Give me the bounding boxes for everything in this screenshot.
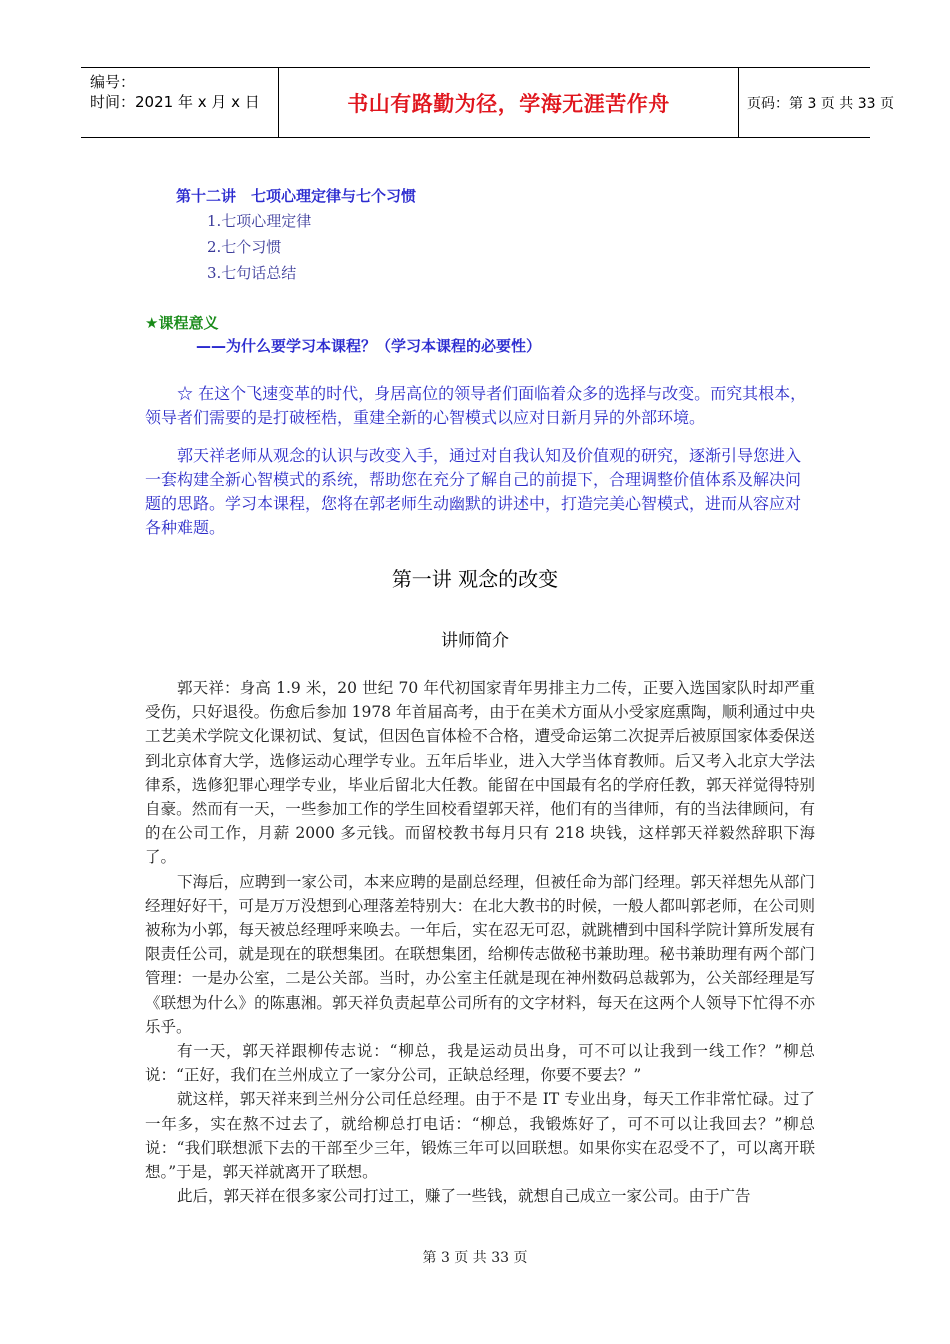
body-paragraph: 郭天祥：身高 1.9 米，20 世纪 70 年代初国家青年男排主力二传，正要入选国家队时却严重受伤，只好退役。伤愈后参加 1978 年首届高考，由于在美术方面从小受家庭熏陶，顺利通过中央工艺美术学院文化课初试、复试，但因色盲体检不合格，遭受命运第二次捉弄后被原国家体委保送到北京体育大学，选修运动心理学专业。五年后毕业，进入大学当体育教师。后又考入北京大学法律系，选修犯罪心理学专业，毕业后留北大任教。能留在中国最有名的学府任教，郭天祥觉得特别自豪。然而有一天，一些参加工作的学生回校看望郭天祥，他们有的当律师，有的当法律顾问，有的在公司工作，月薪 2000 多元钱。而留校教书每月只有 218 块钱，这样郭天祥毅然辞职下海了。 [145,679,815,867]
toc-item: 2.七个习惯 [207,238,282,256]
body-paragraph: 就这样，郭天祥来到兰州分公司任总经理。由于不是 IT 专业出身，每天工作非常忙碌。过了一年多，实在熬不过去了，就给柳总打电话：“柳总，我锻炼好了，可不可以让我回去？”柳总说：“我们联想派下去的干部至少三年，锻炼三年可以回联想。如果你实在忍受不了，可以离开联想。”于是，郭天祥就离开了联想。 [145,1090,815,1182]
lecture-subtitle: 讲师简介 [441,631,509,651]
body-paragraph: 下海后，应聘到一家公司，本来应聘的是副总经理，但被任命为部门经理。郭天祥想先从部门经理好好干，可是万万没想到心理落差特别大：在北大教书的时候，一般人都叫郭老师，在公司则被称为小郭，每天被总经理呼来唤去。一年后，实在忍无可忍，就跳槽到中国科学院计算所发展有限责任公司，就是现在的联想集团。在联想集团，给柳传志做秘书兼助理。秘书兼助理有两个部门管理：一是办公室，二是公关部。当时，办公室主任就是现在神州数码总裁郭为，公关部经理是写《联想为什么》的陈惠湘。郭天祥负责起草公司所有的文字材料，每天在这两个人领导下忙得不亦乐乎。 [145,872,815,1036]
toc-title: 第十二讲 七项心理定律与七个习惯 [176,187,417,205]
toc-item: 3.七句话总结 [207,264,297,282]
toc-item: 1.七项心理定律 [207,212,312,230]
header-motto: 书山有路勤为径，学海无涯苦作舟 [279,68,739,137]
header-page-info: 页码：第 3 页 共 33 页 [747,95,894,112]
date-label: 时间：2021 年 x 月 x 日 [90,93,260,111]
significance-heading: ★课程意义 [145,314,219,332]
significance-subheading: ——为什么要学习本课程？（学习本课程的必要性） [196,337,542,355]
number-label: 编号： [90,73,136,91]
body-paragraph: 有一天，郭天祥跟柳传志说：“柳总，我是运动员出身，可不可以让我到一线工作？”柳总说：“正好，我们在兰州成立了一家分公司，正缺总经理，你要不要去？” [145,1042,815,1085]
significance-paragraph: 郭天祥老师从观念的认识与改变入手，通过对自我认知及价值观的研究，逐渐引导您进入一套构建全新心智模式的系统，帮助您在充分了解自己的前提下，合理调整价值体系及解决问题的思路。学习本课程，您将在郭老师生动幽默的讲述中，打造完美心智模式，进而从容应对各种难题。 [145,446,802,537]
header-meta [81,68,279,137]
significance-paragraph: ☆ 在这个飞速变革的时代，身居高位的领导者们面临着众多的选择与改变。而究其根本，领导者们需要的是打破桎梏，重建全新的心智模式以应对日新月异的外部环境。 [145,384,807,427]
page-footer: 第 3 页 共 33 页 [422,1250,528,1266]
lecture-title: 第一讲 观念的改变 [391,567,559,591]
lecture-body [145,676,815,1208]
body-paragraph: 此后，郭天祥在很多家公司打过工，赚了一些钱，就想自己成立一家公司。由于广告 [177,1187,751,1206]
document-header [81,67,894,138]
